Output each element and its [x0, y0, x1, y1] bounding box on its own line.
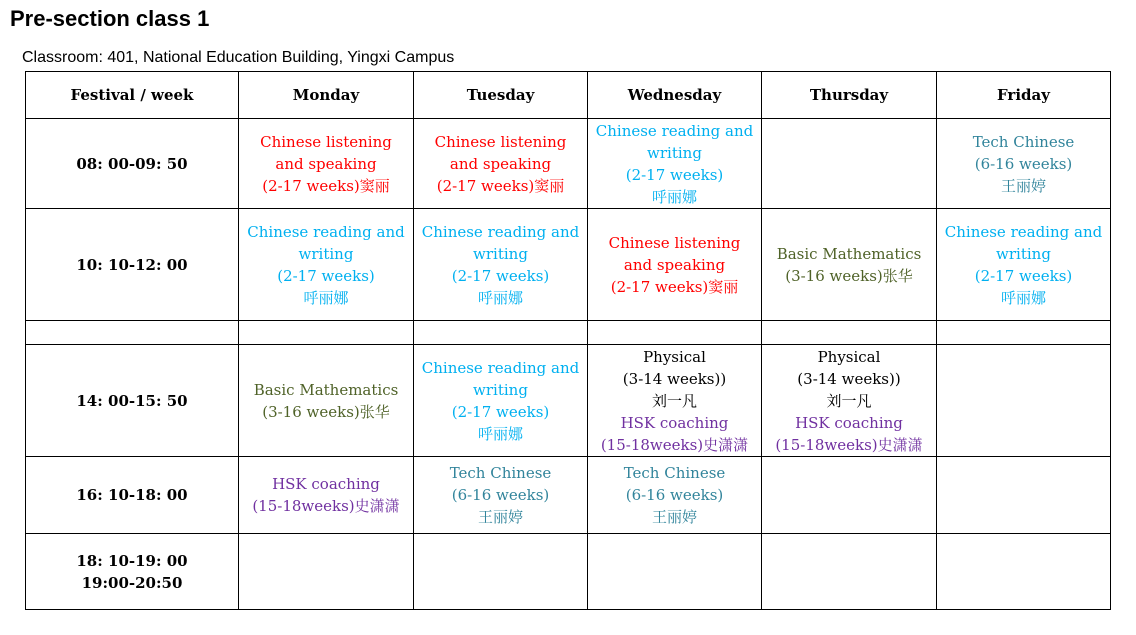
time-slot-label: 18: 10-19: 00 [76, 551, 188, 570]
course-line: 呼丽娜 [303, 288, 349, 307]
course-line: Physical [643, 347, 706, 366]
course-cell-wednesday [588, 534, 762, 610]
course-line: 呼丽娜 [477, 424, 523, 443]
course-line: Chinese reading and [944, 222, 1103, 241]
course-line: writing [298, 244, 354, 263]
course-line: HSK coaching [620, 413, 729, 432]
course-line: HSK coaching [795, 413, 903, 432]
course-line: Tech Chinese [972, 132, 1075, 151]
header-friday: Friday [937, 72, 1111, 119]
course-line: Chinese listening [260, 132, 392, 151]
course-line: writing [647, 143, 702, 162]
course-cell-thursday [762, 209, 937, 321]
course-line: HSK coaching [272, 475, 380, 493]
table-row [26, 457, 1111, 534]
header-monday: Monday [239, 72, 414, 119]
time-slot-label: 14: 00-15: 50 [76, 391, 188, 410]
header-row [26, 72, 1111, 119]
course-line: writing [996, 244, 1051, 263]
course-cell-friday [937, 209, 1111, 321]
course-line: (3-14 weeks)) [797, 369, 901, 388]
course-line: Tech Chinese [449, 464, 552, 482]
course-line: Chinese reading and [421, 222, 580, 241]
course-line: writing [473, 244, 528, 263]
course-line: (15-18weeks)史潇潇 [775, 435, 923, 454]
course-line: 刘一凡 [826, 391, 872, 410]
course-line: (2-17 weeks)窦丽 [610, 277, 739, 296]
table-row [26, 209, 1111, 321]
course-cell-monday [239, 321, 414, 345]
course-line: writing [473, 380, 528, 399]
header-thursday: Thursday [762, 72, 937, 119]
course-line: Chinese reading and [595, 121, 754, 140]
course-line: (6-16 weeks) [625, 486, 724, 504]
course-cell-monday [239, 209, 414, 321]
course-cell-thursday [762, 345, 937, 457]
course-line: and speaking [449, 154, 552, 173]
course-cell-friday [937, 457, 1111, 534]
course-cell-thursday [762, 119, 937, 209]
course-line: Chinese listening [434, 132, 567, 151]
time-slot-cell [26, 209, 239, 321]
course-line: Basic Mathematics [776, 244, 922, 263]
course-cell-wednesday [588, 209, 762, 321]
course-cell-friday [937, 534, 1111, 610]
course-line: (2-17 weeks) [625, 165, 724, 184]
timetable [25, 71, 1111, 610]
course-line: Basic Mathematics [253, 380, 399, 399]
timetable-body [26, 119, 1111, 610]
course-cell-tuesday [414, 119, 588, 209]
course-line: 呼丽娜 [477, 288, 523, 307]
course-line: 呼丽娜 [1000, 288, 1046, 307]
course-cell-wednesday [588, 321, 762, 345]
course-cell-monday [239, 534, 414, 610]
course-cell-wednesday [588, 457, 762, 534]
course-cell-monday [239, 345, 414, 457]
course-line: (15-18weeks)史潇潇 [252, 497, 400, 515]
time-slot-cell [26, 119, 239, 209]
time-slot-label: 08: 00-09: 50 [76, 154, 188, 173]
course-cell-tuesday [414, 209, 588, 321]
course-cell-tuesday [414, 345, 588, 457]
course-cell-wednesday [588, 119, 762, 209]
course-line: 呼丽娜 [651, 187, 697, 206]
course-line: 王丽婷 [651, 508, 697, 526]
course-line: (2-17 weeks) [451, 266, 550, 285]
time-slot-label: 16: 10-18: 00 [76, 486, 188, 504]
course-line: (2-17 weeks)窦丽 [436, 176, 565, 195]
course-cell-thursday [762, 534, 937, 610]
course-cell-monday [239, 457, 414, 534]
table-row [26, 119, 1111, 209]
course-cell-thursday [762, 457, 937, 534]
table-row [26, 534, 1111, 610]
time-slot-label: 10: 10-12: 00 [76, 255, 188, 274]
course-line: Chinese listening [608, 233, 741, 252]
course-line: Chinese reading and [421, 358, 580, 377]
header-tuesday: Tuesday [414, 72, 588, 119]
course-line: and speaking [623, 255, 726, 274]
page-title: Pre-section class 1 [10, 6, 210, 31]
course-line: (2-17 weeks) [974, 266, 1073, 285]
course-line: 王丽婷 [477, 508, 523, 526]
time-slot-cell [26, 321, 239, 345]
course-line: 刘一凡 [651, 391, 697, 410]
course-line: (6-16 weeks) [974, 154, 1073, 173]
course-line: Tech Chinese [623, 464, 726, 482]
course-line: (15-18weeks)史潇潇 [600, 435, 749, 454]
classroom-subtitle: Classroom: 401, National Education Building, Yingxi Campus [22, 49, 455, 66]
course-cell-tuesday [414, 321, 588, 345]
course-cell-monday [239, 119, 414, 209]
course-line: (3-14 weeks)) [622, 369, 727, 388]
time-slot-cell [26, 534, 239, 610]
course-line: (2-17 weeks)窦丽 [262, 176, 390, 195]
time-slot-cell [26, 345, 239, 457]
time-slot-cell [26, 457, 239, 534]
course-cell-friday [937, 345, 1111, 457]
header-wednesday: Wednesday [588, 72, 762, 119]
course-cell-friday [937, 321, 1111, 345]
course-line: 王丽婷 [1000, 176, 1046, 195]
course-line: (3-16 weeks)张华 [785, 266, 913, 285]
course-line: (2-17 weeks) [277, 266, 375, 285]
header-festival-week: Festival / week [26, 72, 239, 119]
course-line: Chinese reading and [247, 222, 405, 241]
course-line: Physical [817, 347, 881, 366]
course-line: and speaking [275, 154, 377, 173]
table-row [26, 345, 1111, 457]
table-row [26, 321, 1111, 345]
course-cell-wednesday [588, 345, 762, 457]
course-line: (6-16 weeks) [451, 486, 550, 504]
time-slot-label: 19:00-20:50 [81, 573, 183, 592]
course-cell-tuesday [414, 457, 588, 534]
course-cell-tuesday [414, 534, 588, 610]
course-cell-friday [937, 119, 1111, 209]
course-cell-thursday [762, 321, 937, 345]
course-line: (2-17 weeks) [451, 402, 550, 421]
course-line: (3-16 weeks)张华 [262, 402, 390, 421]
